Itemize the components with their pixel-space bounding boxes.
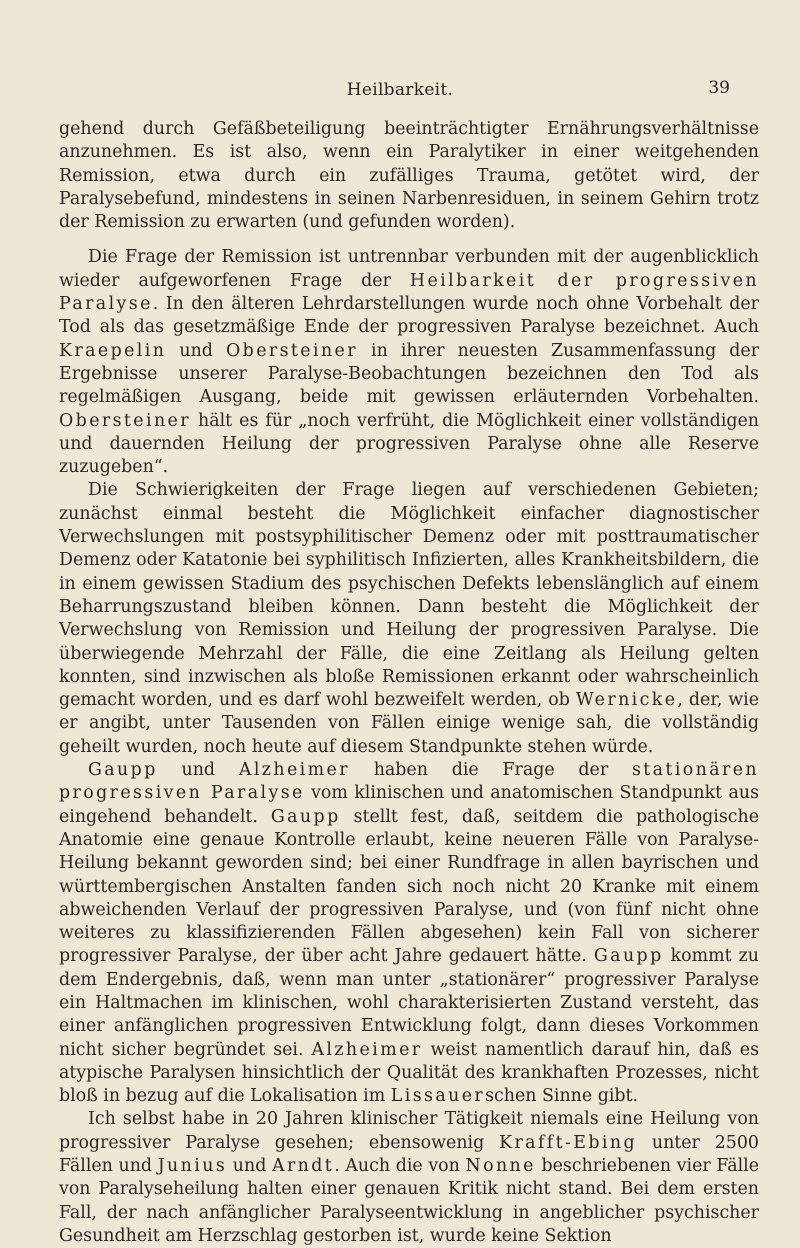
author-name: Kraepelin [59,340,167,361]
text-run: Die Frage der Remission ist untrennbar verbunden mit der augenblicklich wieder aufgeworfenen Frage der [59,247,759,291]
author-name: Obersteiner [226,340,358,361]
page-header [0,60,800,100]
author-name: Krafft-Ebing [499,1132,638,1153]
text-run: hält es für „noch verfrüht, die Möglichkeit einer vollständigen und dauernden Heilung der progressiven Paralyse ohne alle Reserve zuzugeben“. [59,410,760,478]
text-run: und [179,340,213,361]
text-run: weist namentlich darauf hin, daß es atypische Paralysen hinsichtlich der Qualität des krankhaften Prozesses, nicht bloß in bezug auf die Lokalisation im [59,1039,759,1107]
author-name: Gaupp [593,946,664,967]
text-run: Ich selbst habe in 20 Jahren klinischer Tätigkeit niemals eine Heilung von progressiver Paralyse gesehen; ebensowenig [59,1109,759,1153]
text-run: und [181,760,216,781]
author-name: Nonne [465,1156,536,1177]
text-run: vom klinischen und anatomischen Standpunkt aus eingehend behandelt. [59,783,760,827]
text-run: . Auch die von [334,1156,460,1177]
author-name: Gaupp [88,760,158,781]
emphasis-term: stationären progressiven Paralyse [59,760,760,804]
emphasis-term: Heilbarkeit der progressiven Paralyse [59,270,759,315]
paragraph-3 [59,479,759,759]
author-name: Wernicke [575,690,678,711]
author-name: Obersteiner [59,410,191,431]
text-run: . In den älteren Lehrdarstellungen wurde noch ohne Vorbehalt der Tod als das gesetzmäßige Ende der progressiven Paralyse bezeichnet. Auch [59,294,759,338]
text-run: kommt zu dem Endergebnis, daß, wenn man unter „stationärer“ progressiver Paralyse ein Haltmachen im klinischen, wohl charakterisierten Zustand versteht, das einer anfänglichen progressiven Entwicklung folgt, dann dieses Vorkommen nicht sicher begründet sei. [59,946,759,1060]
text-run: haben die Frage der [373,760,609,781]
body-text [59,118,759,1248]
paragraph-5 [59,1108,759,1248]
text-run: schen Sinne gibt. [485,1086,639,1107]
text-run: Die Schwierigkeiten der Frage liegen auf verschiedenen Gebieten; zunächst einmal besteht die Möglichkeit einfacher diagnostischer Verwechslungen mit postsyphilitischer Demenz oder mit posttraumatischer Demenz oder Katatonie bei syphilitisch Infizierten, alles Krankheitsbildern, die in einem gewissen Stadium des psychischen Defekts lebenslänglich auf einem Beharrungszustand bleiben können. Dann besteht die Möglichkeit der Verwechslung von Remission und Heilung der progressiven Paralyse. Die überwiegende Mehrzahl der Fälle, die eine Zeitlang als Heilung gelten konnten, sind inzwischen als bloße Remissionen erkannt oder wahrscheinlich gemacht worden, und es darf wohl bezweifelt werden, ob [59,480,759,711]
text-run: stellt fest, daß, seitdem die pathologische Anatomie eine genaue Kontrolle erlaubt, keine neueren Fälle von Paralyse-Heilung bekannt geworden sind; bei einer Rundfrage in allen bayrischen und württembergischen Anstalten fanden sich noch nicht 20 Kranke mit einem abweichenden Verlauf der progressiven Paralyse, und (von fünf nicht ohne weiteres zu klassifizierenden Fällen abgesehen) kein Fall von sicherer progressiver Paralyse, der über acht Jahre gedauert hätte. [59,806,760,967]
text-run: in ihrer neuesten Zusammenfassung der Ergebnisse unserer Paralyse-Beobachtungen bezeichnen den Tod als regelmäßigen Ausgang, beide mit gewissen erläuternden Vorbehalten. [59,340,760,408]
author-name: Arndt [271,1156,335,1177]
text-run: unter 2500 Fällen und [59,1132,759,1177]
paragraph-1: gehend durch Gefäßbeteiligung beeinträchtigter Ernährungsverhältnisse anzunehmen. Es ist also, wenn ein Paralytiker in einer weitgehenden Remission, etwa durch ein zufälliges Trauma, getötet wird, der Paralysebefund, mindestens in seinen Narbenresiduen, in seinem Gehirn trotz der Remission zu erwarten (und gefunden worden). [59,119,759,233]
running-title: Heilbarkeit. [346,80,454,100]
paragraph-2 [59,246,759,479]
author-name: Lissauer [390,1086,486,1107]
author-name: Alzheimer [238,760,350,781]
text-run: beschriebenen vier Fälle von Paralyseheilung halten einer genauen Kritik nicht stand. Bei dem ersten Fall, der nach anfänglicher Paralyseentwicklung in angeblicher psychischer Gesundheit am Herzschlag gestorben ist, wurde keine Sektion [59,1156,759,1246]
page-number: 39 [708,78,730,98]
text-run: , der, wie er angibt, unter Tausenden von Fällen einige wenige sah, die vollständig geheilt wurden, noch heute auf diesem Standpunkte stehen würde. [59,690,759,757]
author-name: Gaupp [270,806,341,827]
author-name: Junius [157,1156,228,1177]
paragraph-4 [59,759,759,1108]
text-run: und [232,1156,267,1177]
author-name: Alzheimer [311,1039,423,1060]
